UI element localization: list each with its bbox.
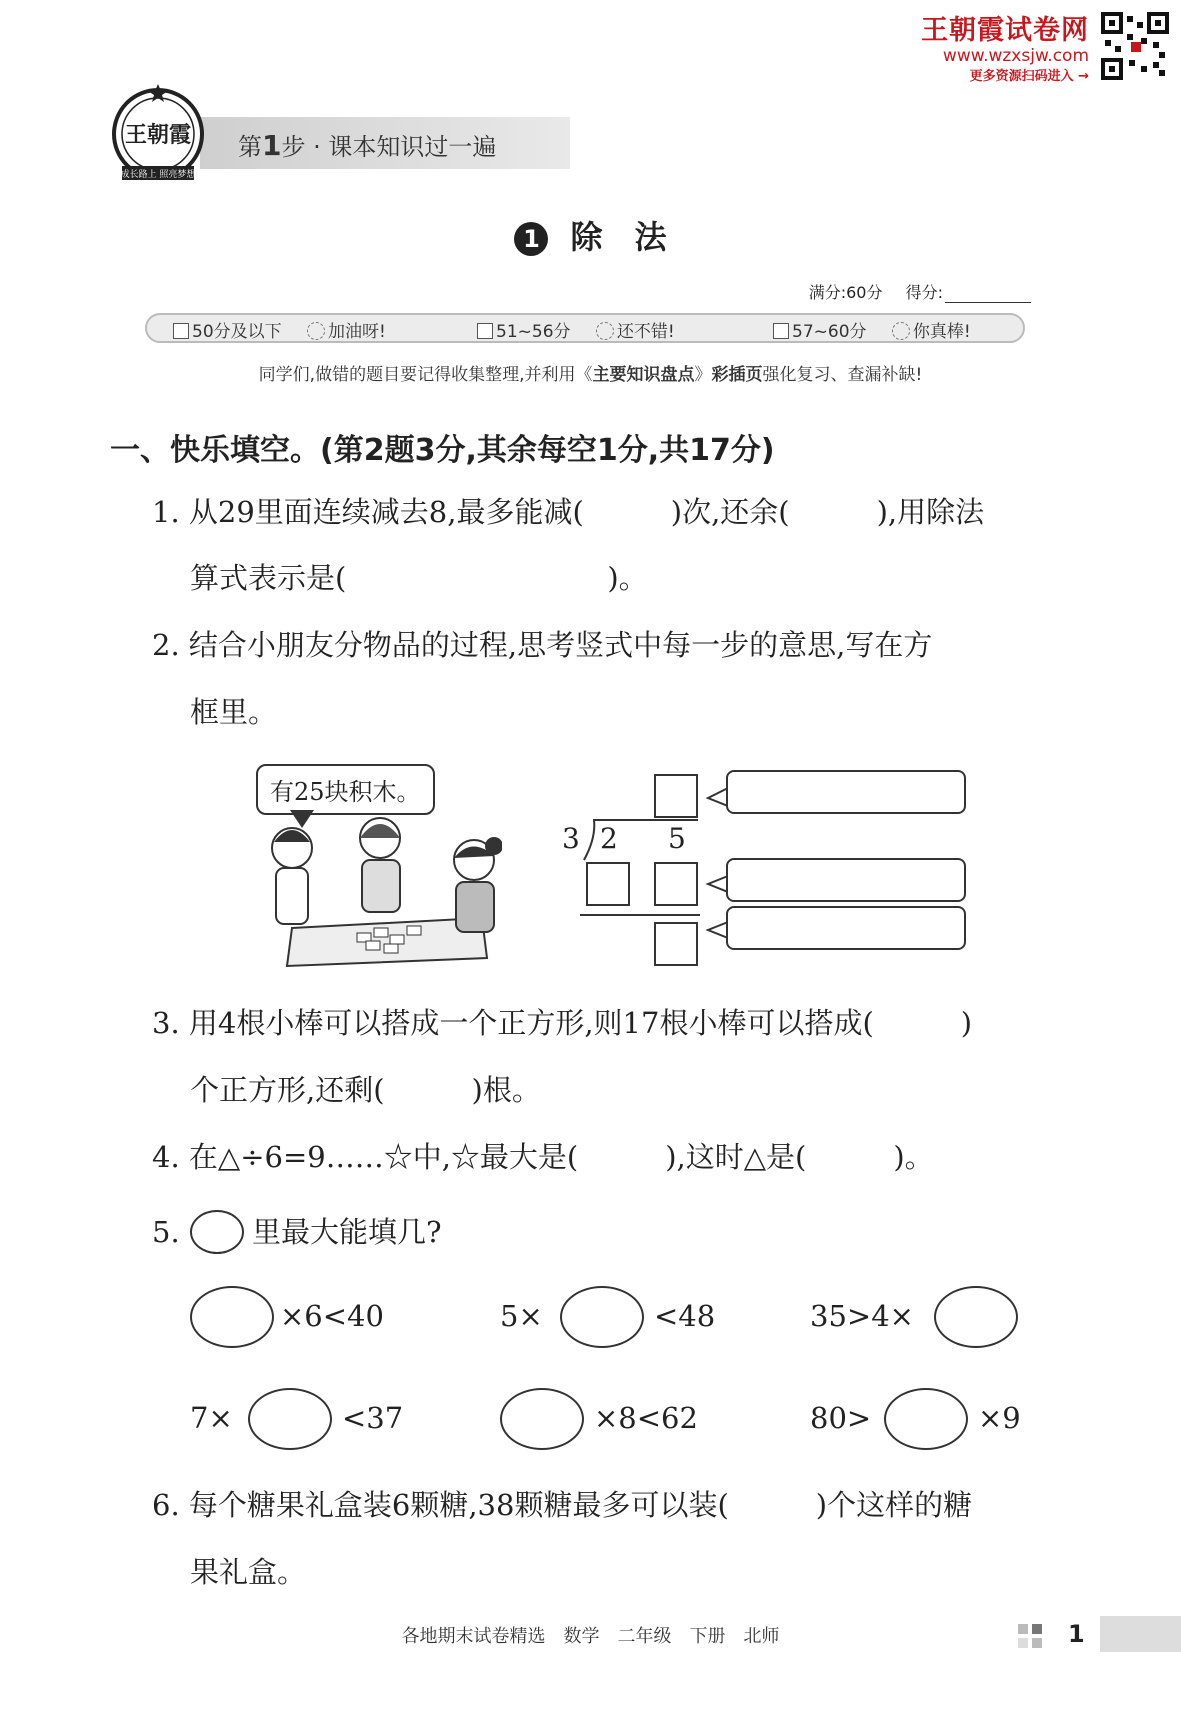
divisor: 3 xyxy=(562,822,580,855)
q5-item-post: ×8<62 xyxy=(594,1401,698,1435)
dividend-tens: 2 xyxy=(600,822,618,855)
answer-oval[interactable] xyxy=(934,1286,1018,1348)
grade-item xyxy=(477,317,675,342)
step-number: 1 xyxy=(262,129,282,162)
q5-item-pre: 5× xyxy=(500,1299,543,1333)
checkbox-icon[interactable] xyxy=(477,323,493,339)
question-3-line-1: 3. 用4根小棒可以搭成一个正方形,则17根小棒可以搭成( ) xyxy=(152,1006,973,1040)
q5-item-post: ×6<40 xyxy=(280,1299,384,1333)
grade-item xyxy=(773,317,971,342)
product-tens-box[interactable] xyxy=(586,862,630,906)
corner-squares-icon xyxy=(1018,1622,1058,1650)
step-label xyxy=(238,127,496,162)
notice-part: 同学们,做错的题目要记得收集整理,并利用《 xyxy=(258,365,593,385)
section-title: 一、快乐填空。(第2题3分,其余每空1分,共17分) xyxy=(110,433,775,468)
answer-oval[interactable] xyxy=(248,1388,332,1450)
children-illustration xyxy=(262,808,502,968)
notice-part: 强化复习、查漏补缺! xyxy=(762,365,923,385)
q5-item-post: <48 xyxy=(654,1299,716,1333)
answer-oval[interactable] xyxy=(190,1286,274,1348)
quotient-callout-box[interactable] xyxy=(726,770,966,814)
grade-comment: 加油呀! xyxy=(328,322,386,342)
full-score: 满分:60分 xyxy=(808,283,883,302)
question-5-number: 5. xyxy=(152,1215,180,1249)
notice-part: 》 xyxy=(694,365,712,385)
q5-item-pre: 80> xyxy=(810,1401,872,1435)
brand-name: 王朝霞试卷网 xyxy=(921,15,1089,46)
title-number-badge: 1 xyxy=(514,222,548,256)
question-6-line-1: 6. 每个糖果礼盒装6颗糖,38颗糖最多可以装( )个这样的糖 xyxy=(152,1488,973,1522)
logo-text: 王朝霞 xyxy=(124,122,192,148)
q5-item-post: <37 xyxy=(342,1401,404,1435)
footer-text: 各地期末试卷精选 数学 二年级 下册 北师 xyxy=(401,1626,780,1647)
speech-bubble: 有25块积木。 xyxy=(256,764,435,815)
quotient-box[interactable] xyxy=(654,774,698,818)
page-tab xyxy=(1100,1616,1181,1652)
q5-item-pre: 35>4× xyxy=(810,1299,914,1333)
grade-range: 51~56分 xyxy=(496,322,571,342)
notice-bold: 彩插页 xyxy=(711,365,763,385)
grade-comment: 还不错! xyxy=(616,322,675,342)
qr-code-icon[interactable] xyxy=(1101,12,1169,80)
brand-block xyxy=(921,8,1089,84)
grade-comment: 你真棒! xyxy=(912,322,971,342)
score-row xyxy=(809,280,1031,303)
logo-slogan: 成长路上 照亮梦想 xyxy=(120,170,196,180)
dividend-ones: 5 xyxy=(668,822,686,855)
logo-icon xyxy=(108,82,208,182)
remainder-callout-box[interactable] xyxy=(726,906,966,950)
grade-item xyxy=(173,317,386,342)
grade-range: 57~60分 xyxy=(792,322,867,342)
notice-text xyxy=(0,360,1181,385)
face-icon xyxy=(892,322,910,340)
question-3-line-2: 个正方形,还剩( )根。 xyxy=(190,1073,541,1107)
division-line xyxy=(580,914,700,916)
checkbox-icon[interactable] xyxy=(773,323,789,339)
page-title xyxy=(0,212,1181,258)
question-2-line-2: 框里。 xyxy=(190,695,278,729)
question-5-text: 里最大能填几? xyxy=(252,1215,442,1249)
q5-item-post: ×9 xyxy=(978,1401,1021,1435)
face-icon xyxy=(307,322,325,340)
question-6-line-2: 果礼盒。 xyxy=(190,1555,307,1589)
question-4: 4. 在△÷6=9……☆中,☆最大是( ),这时△是( )。 xyxy=(152,1140,934,1174)
brand-url[interactable]: www.wzxsjw.com xyxy=(942,46,1089,66)
question-2-line-1: 2. 结合小朋友分物品的过程,思考竖式中每一步的意思,写在方 xyxy=(152,628,933,662)
answer-oval[interactable] xyxy=(500,1388,584,1450)
notice-bold: 主要知识盘点 xyxy=(592,365,695,385)
score-label: 得分: xyxy=(905,283,943,302)
question-1-line-1: 1. 从29里面连续减去8,最多能减( )次,还余( ),用除法 xyxy=(152,495,985,529)
checkbox-icon[interactable] xyxy=(173,323,189,339)
oval-icon xyxy=(190,1210,244,1254)
title-text: 除 法 xyxy=(570,218,667,256)
answer-oval[interactable] xyxy=(884,1388,968,1450)
brand-tip: 更多资源扫码进入 → xyxy=(969,69,1089,84)
grade-range: 50分及以下 xyxy=(192,322,282,342)
product-callout-box[interactable] xyxy=(726,858,966,902)
answer-oval[interactable] xyxy=(560,1286,644,1348)
page-number: 1 xyxy=(1068,1620,1085,1648)
remainder-box[interactable] xyxy=(654,922,698,966)
grade-bar xyxy=(145,313,1025,343)
question-1-line-2: 算式表示是( )。 xyxy=(190,561,648,595)
step-suffix: 步 · 课本知识过一遍 xyxy=(281,133,497,161)
score-blank[interactable] xyxy=(945,283,1031,303)
step-prefix: 第 xyxy=(238,133,262,161)
face-icon xyxy=(596,322,614,340)
q5-item-pre: 7× xyxy=(190,1401,233,1435)
product-ones-box[interactable] xyxy=(654,862,698,906)
